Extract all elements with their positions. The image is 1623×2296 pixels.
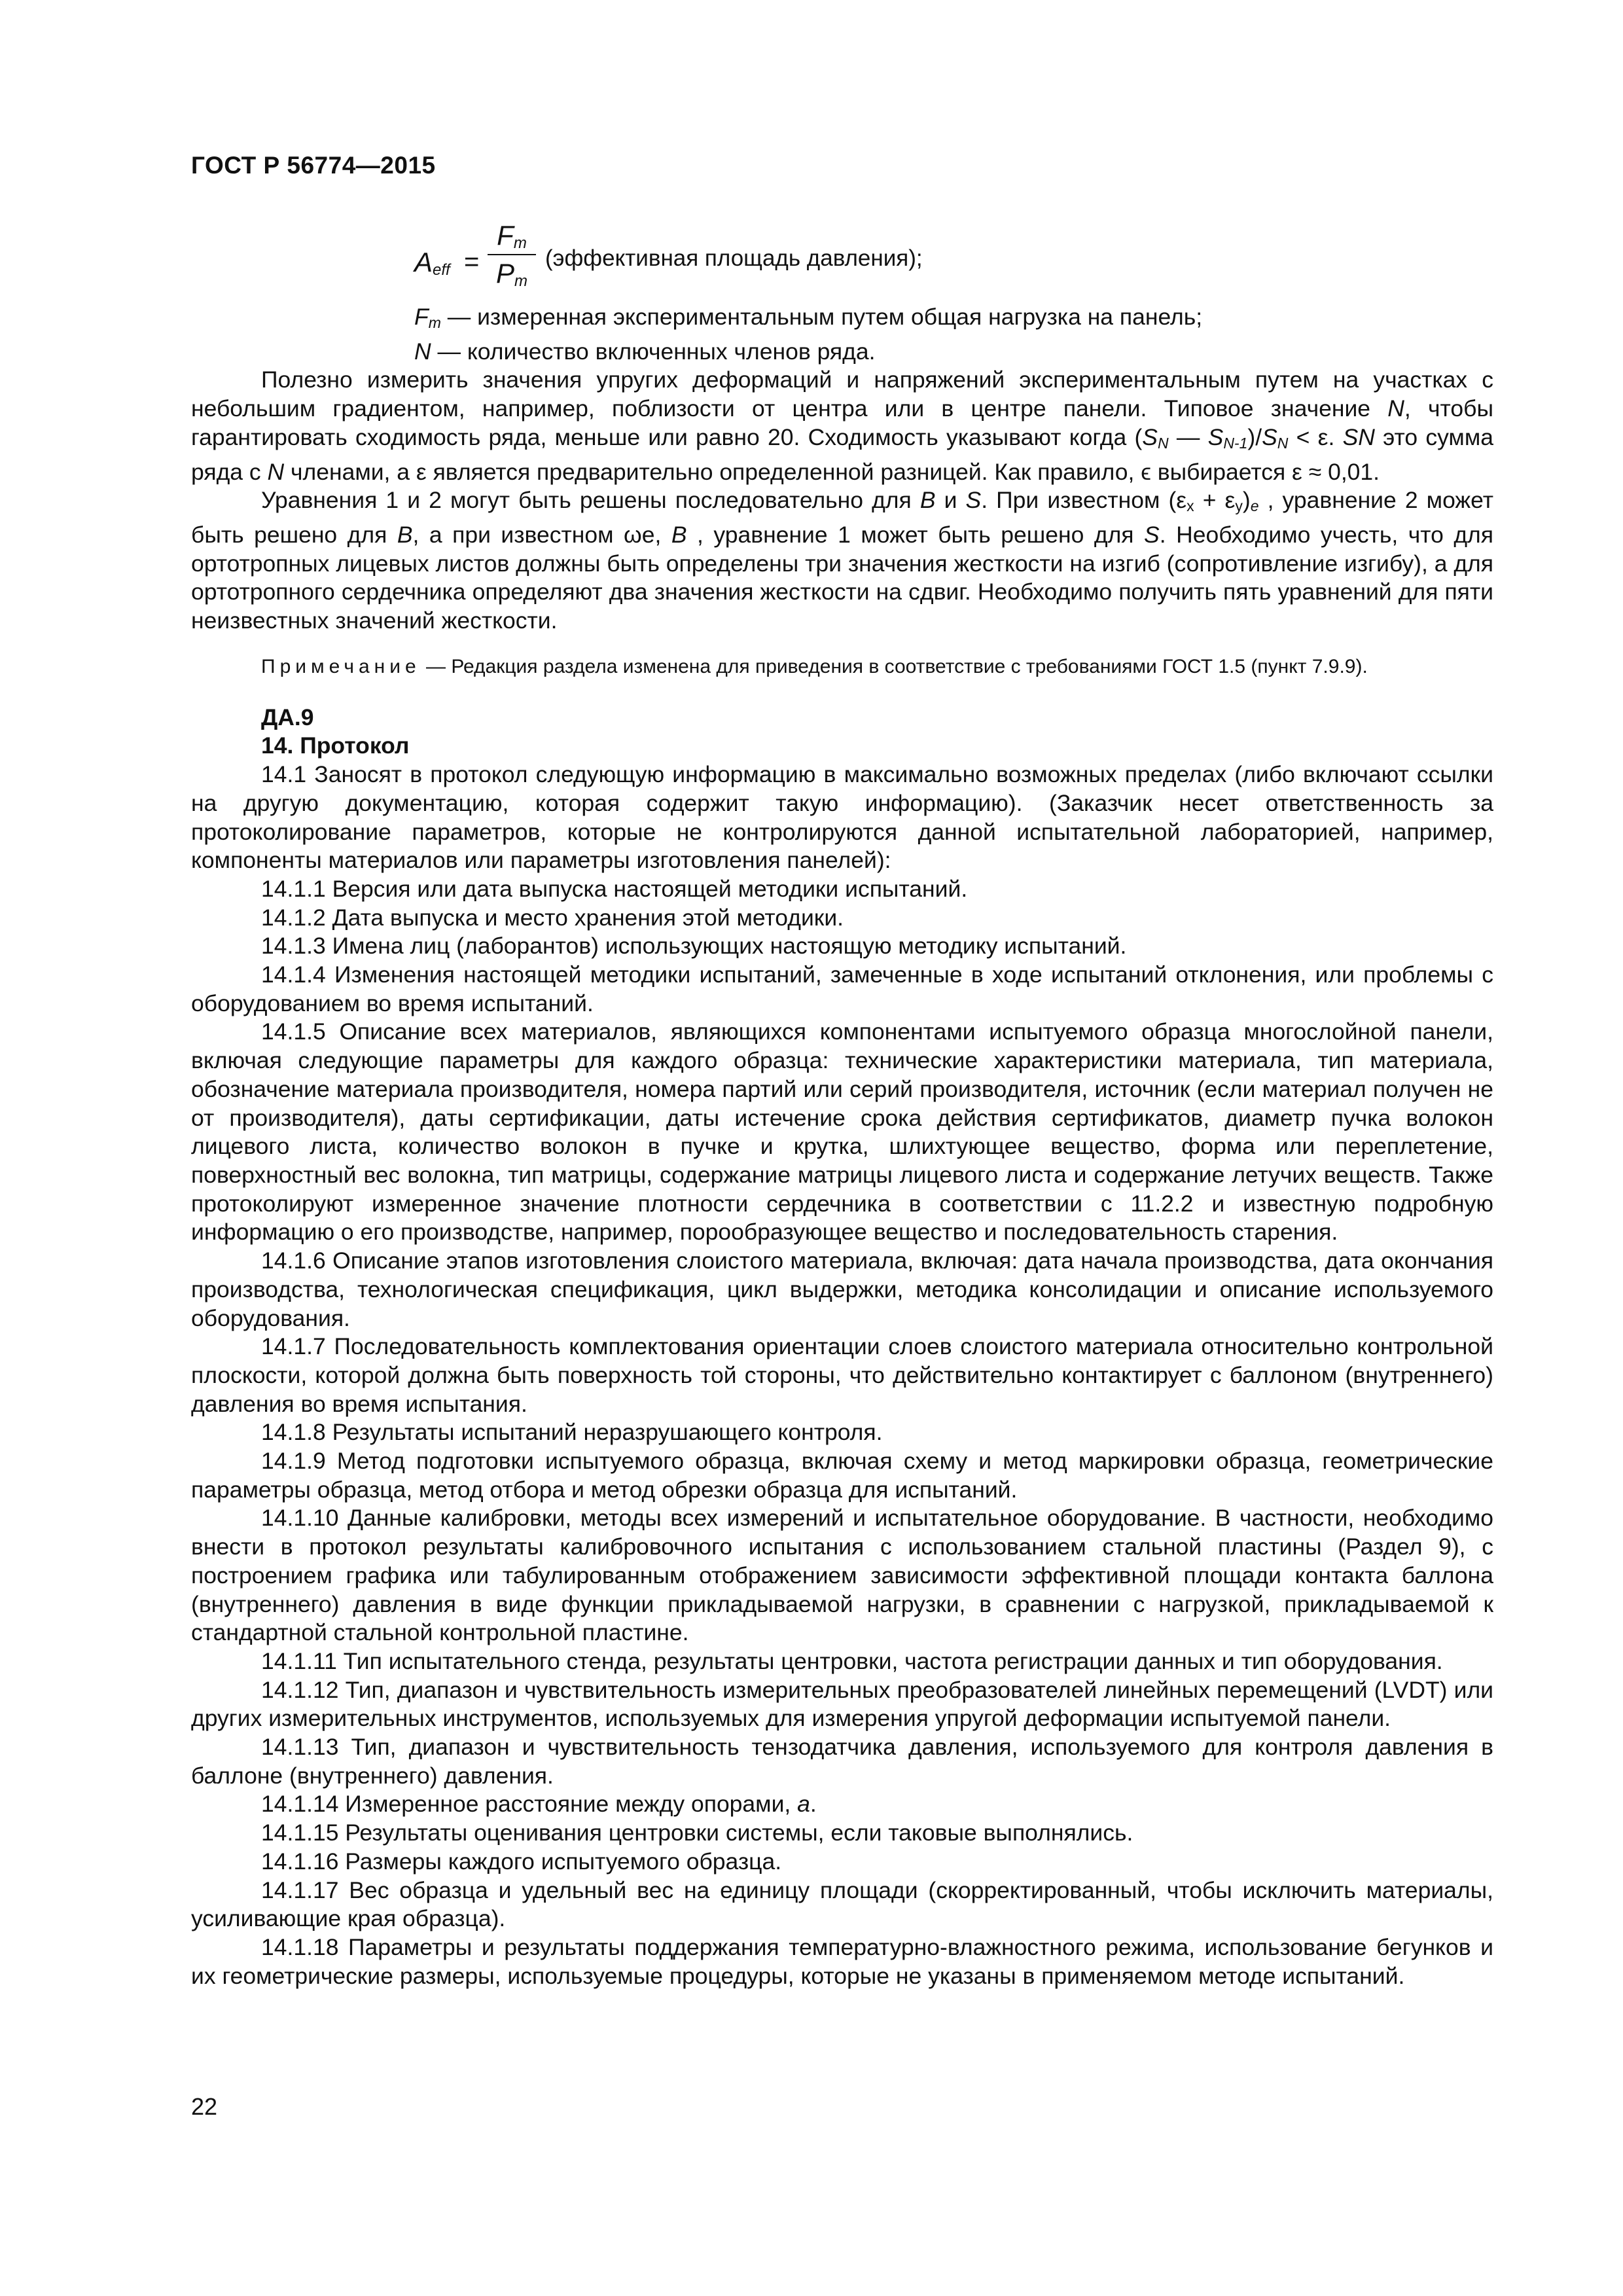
section-title: 14. Протокол xyxy=(261,732,410,759)
formula-lhs: $A_{eff}$ xyxy=(414,247,450,279)
formula-denominator: $P_m$ xyxy=(495,258,527,290)
list-item: 14.1.15 Результаты оценивания центровки системы, если таковые выполнялись. xyxy=(261,1820,1133,1846)
list-item: 14.1.14 Измеренное расстояние между опорами, a. xyxy=(261,1791,817,1818)
definition-fm: $F_m$ — измеренная экспериментальным путем общая нагрузка на панель; xyxy=(414,304,1203,331)
definition-n: N — количество включенных членов ряда. xyxy=(414,338,876,365)
note-label: Примечание xyxy=(261,655,421,677)
list-item: 14.1.1 Версия или дата выпуска настоящей методики испытаний. xyxy=(261,875,968,902)
formula-equals: = xyxy=(464,247,480,276)
paragraph-convergence: Полезно измерить значения упругих деформаций и напряжений экспериментальным путем на участках с небольшим градиентом, например, поблизости от центра или в центре панели. Типовое значение N, чтобы гарантировать сходимость ряда, меньше или равно 20. Сходимость указывают когда ($S_N$ — $S_{N-1})/S_N < \varepsilon$. SN это сумма ряда с N членами, а ε является предварительно определенной разницей. Как правило, ϵ выбирается ε ≈ 0,01. xyxy=(191,367,1493,485)
list-item: 14.1.17 Вес образца и удельный вес на единицу площади (скорректированный, чтобы исключить материалы, усиливающие края образца). xyxy=(191,1876,1493,1932)
list-item: 14.1.13 Тип, диапазон и чувствительность тензодатчика давления, используемого для контроля давления в баллоне (внутреннего) давления. xyxy=(191,1734,1493,1789)
page-number: 22 xyxy=(191,2093,218,2120)
list-item: 14.1.9 Метод подготовки испытуемого образца, включая схему и метод маркировки образца, геометрические параметры образца, метод отбора и метод обрезки образца для испытаний. xyxy=(191,1448,1493,1503)
list-item: 14.1.11 Тип испытательного стенда, результаты центровки, частота регистрации данных и тип оборудования. xyxy=(261,1647,1443,1674)
list-item: 14.1.6 Описание этапов изготовления слоистого материала, включая: дата начала производства, дата окончания производства, технологическая спецификация, цикл выдержки, методика консолидации и описание используемого оборудования. xyxy=(191,1247,1493,1331)
body-text xyxy=(191,303,1493,1990)
note-text: — Редакция раздела изменена для приведения в соответствие с требованиями ГОСТ 1.5 (пункт 7.9.9). xyxy=(420,655,1368,677)
formula-numerator: $F_m$ xyxy=(488,222,536,255)
list-item: 14.1.12 Тип, диапазон и чувствительность измерительных преобразователей линейных перемещений (LVDT) или других измерительных инструментов, используемых для измерения упругой деформации испытуемой панели. xyxy=(191,1676,1493,1732)
list-item: 14.1 Заносят в протокол следующую информацию в максимально возможных пределах (либо включают ссылки на другую документацию, которая содержит такую информацию). (Заказчик несет ответственность за протоколирование параметров, которые не контролируются данной испытательной лабораторией, например, компоненты материалов или параметры изготовления панелей): xyxy=(191,761,1493,874)
formula-description: (эффективная площадь давления); xyxy=(545,245,923,271)
list-item: 14.1.2 Дата выпуска и место хранения этой методики. xyxy=(261,904,844,931)
list-item: 14.1.3 Имена лиц (лаборантов) использующих настоящую методику испытаний. xyxy=(261,933,1127,960)
list-item: 14.1.5 Описание всех материалов, являющихся компонентами испытуемого образца многослойной панели, включая следующие параметры для каждого образца: технические характеристики материала, тип материала, обозначение материала производителя, номера партий или серий производителя, источник (если материал получен не от производителя), даты сертификации, даты истечение срока действия сертификатов, диаметр пучка волокон лицевого листа, количество волокон в пучке и крутка, шлихтующее вещество, форма или переплетение, поверхностный вес волокна, тип матрицы, содержание матрицы лицевого листа и содержание летучих веществ. Также протоколируют измеренное значение плотности сердечника в соответствии с 11.2.2 и известную подробную информацию о его производстве, например, порообразующее вещество и последовательность старения. xyxy=(191,1018,1493,1246)
list-item: 14.1.18 Параметры и результаты поддержания температурно-влажностного режима, использование бегунков и их геометрические размеры, используемые процедуры, которые не указаны в применяемом методе испытаний. xyxy=(191,1933,1493,1989)
list-item: 14.1.4 Изменения настоящей методики испытаний, замеченные в ходе испытаний отклонения, или проблемы с оборудованием во время испытаний. xyxy=(191,961,1493,1016)
section-id: ДА.9 xyxy=(261,704,314,730)
list-item: 14.1.16 Размеры каждого испытуемого образца. xyxy=(261,1848,782,1874)
list-item: 14.1.8 Результаты испытаний неразрушающего контроля. xyxy=(261,1419,883,1446)
list-item: 14.1.10 Данные калибровки, методы всех измерений и испытательное оборудование. В частности, необходимо внести в протокол результаты калибровочного испытания с использованием стальной пластины (Раздел 9), с построением графика или табулированным отображением зависимости эффективной площади контакта баллона (внутреннего) давления в виде функции прикладываемой нагрузки, в сравнении с нагрузкой, прикладываемой к стандартной стальной контрольной пластине. xyxy=(191,1505,1493,1646)
list-item: 14.1.7 Последовательность комплектования ориентации слоев слоистого материала относительно контрольной плоскости, которой должна быть поверхность той стороны, что действительно контактирует с баллоном (внутреннего) давления во время испытания. xyxy=(191,1333,1493,1417)
editorial-note xyxy=(191,654,1493,680)
document-header: ГОСТ Р 56774—2015 xyxy=(191,152,436,179)
paragraph-equations: Уравнения 1 и 2 могут быть решены последовательно для B и S. При известном $(\varepsilon_x + \varepsilon_y)_e$ , уравнение 2 может быть решено для B, а при известном ωe, B , уравнение 1 может быть решено для S. Необходимо учесть, что для ортотропных лицевых листов должны быть определены три значения жесткости на изгиб (сопротивление изгибу), а для ортотропного сердечника определяют два значения жесткости на сдвиг. Необходимо получить пять уравнений для пяти неизвестных значений жесткости. xyxy=(191,487,1493,634)
